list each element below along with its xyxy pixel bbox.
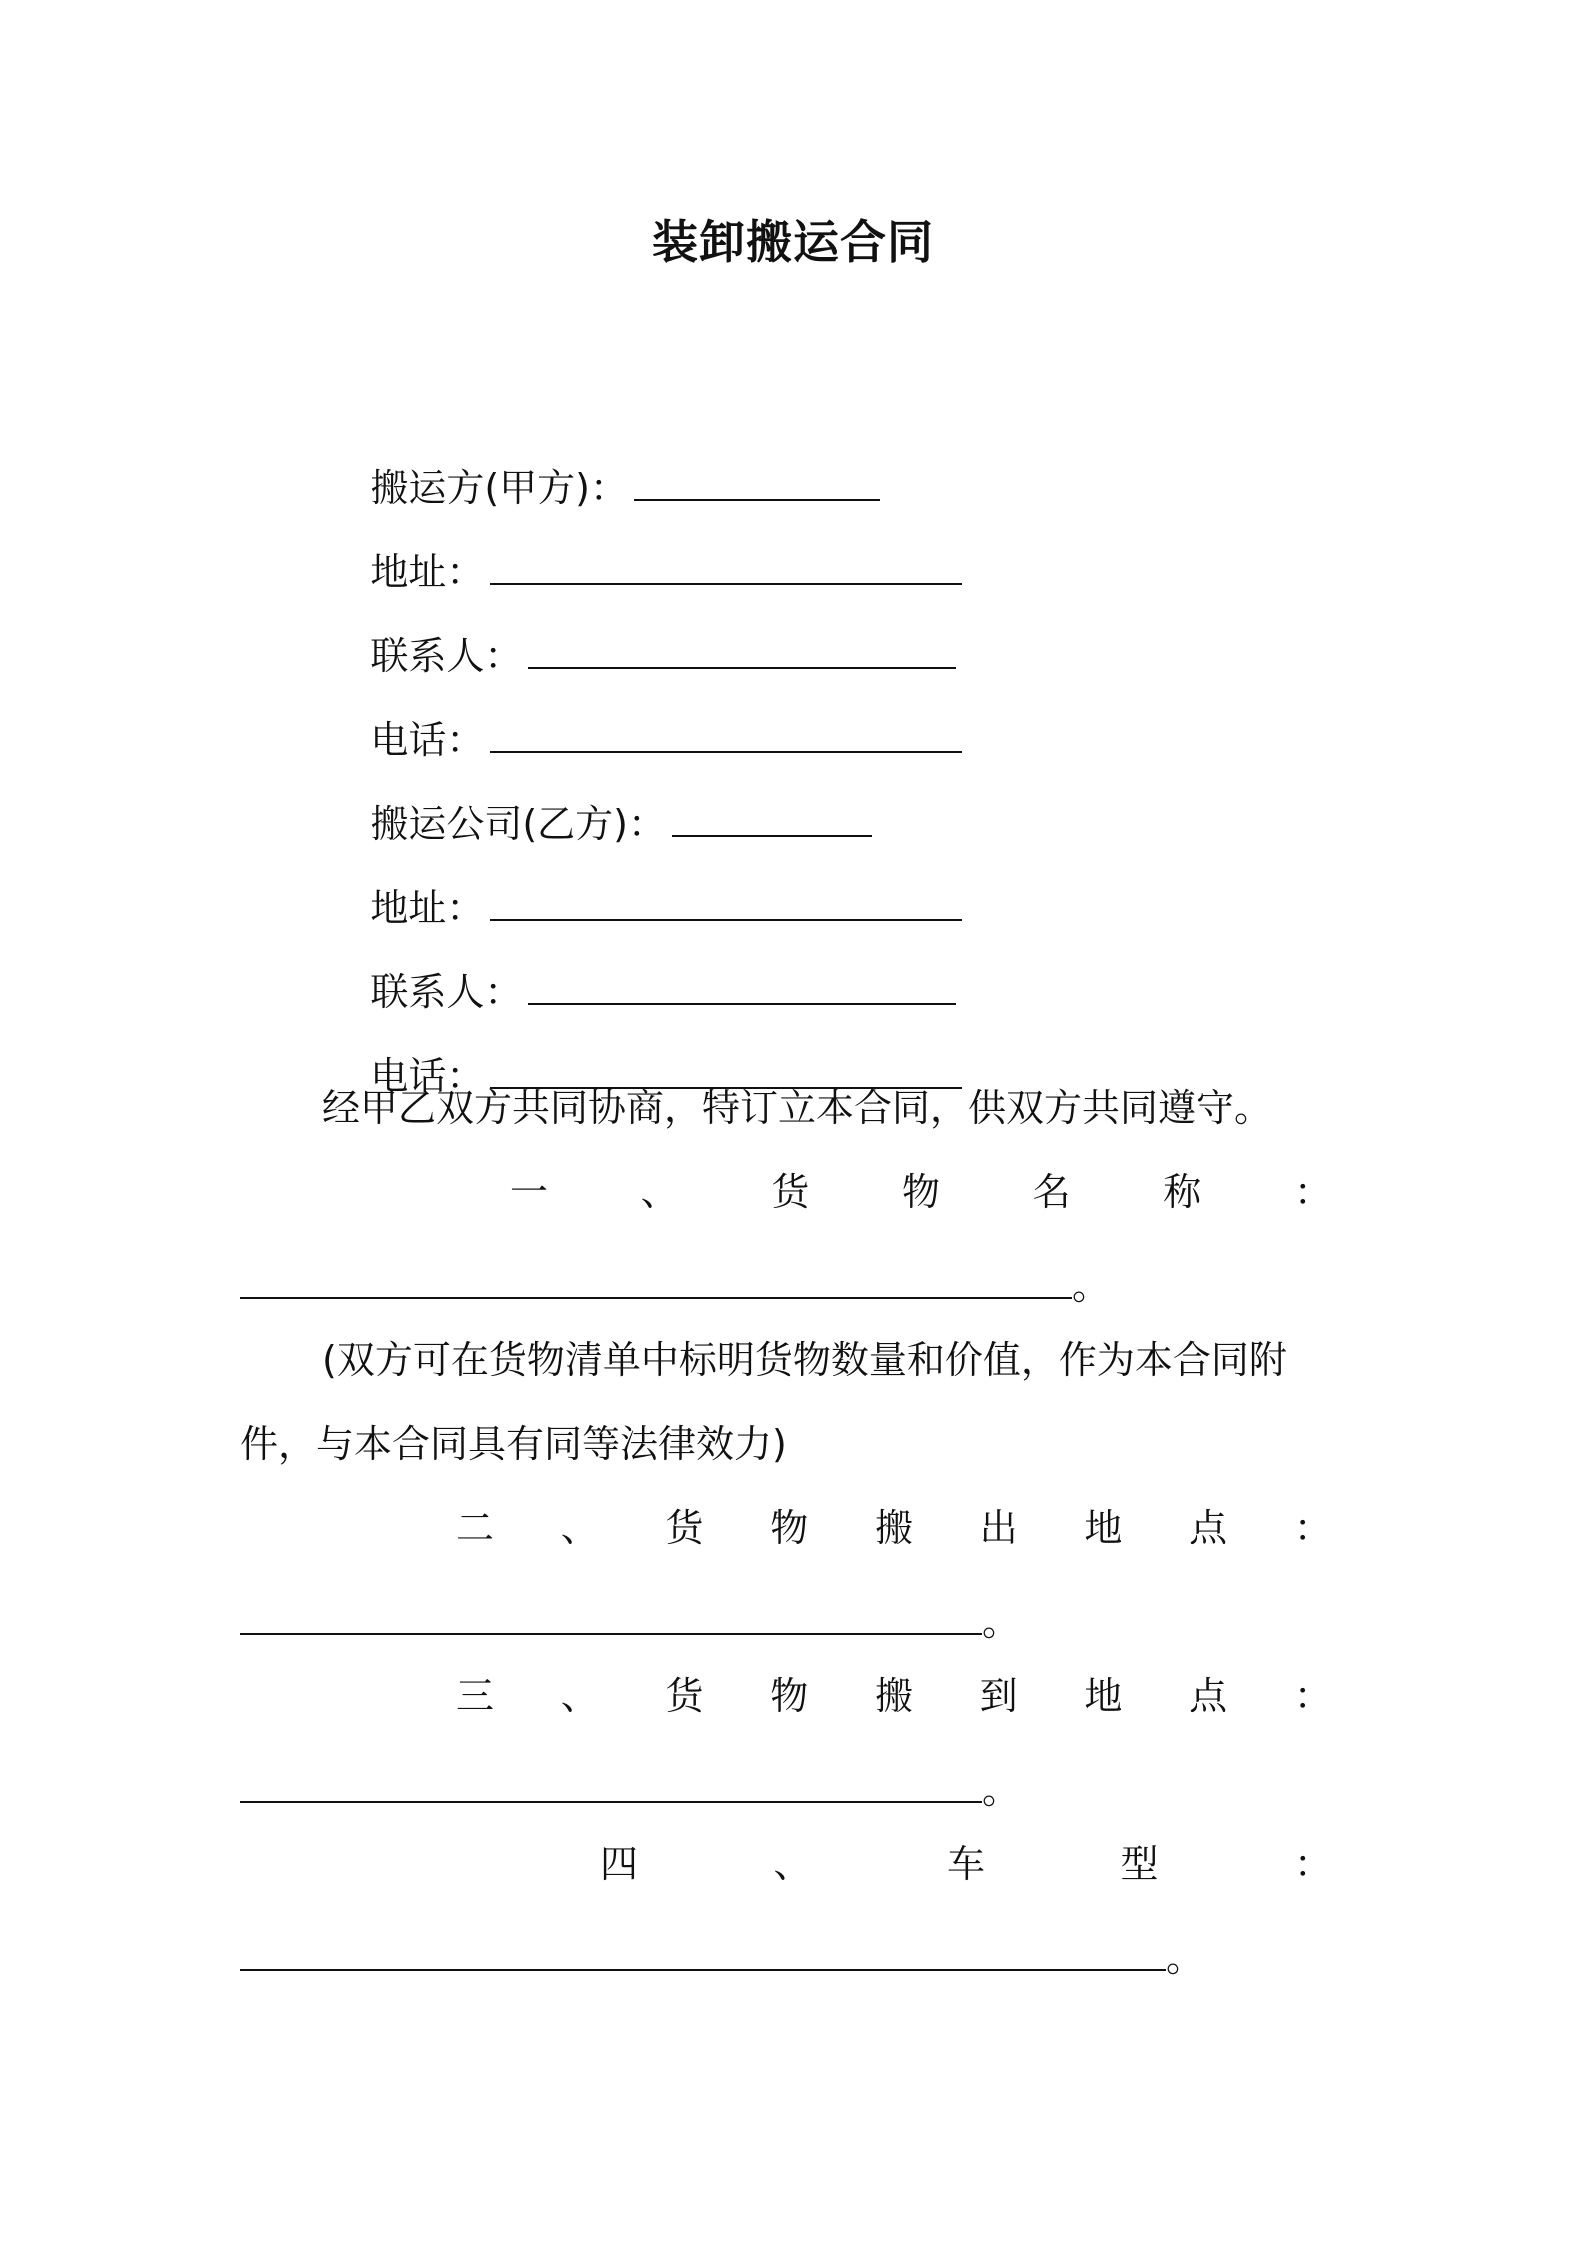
clause-3-char: 到 (979, 1674, 1018, 1718)
clause-2-char: 出 (979, 1506, 1018, 1550)
clause-3-blank[interactable] (240, 1767, 982, 1803)
clause-4-answer-row (240, 1932, 1204, 1984)
party-b-label: 搬运公司(乙方)： (370, 802, 666, 846)
clause-1-char: 称 (1163, 1170, 1202, 1214)
clause-3-char: 物 (770, 1674, 809, 1718)
clause-2-char: 、 (560, 1506, 599, 1550)
clause-4-end-mark: 。 (1166, 1936, 1205, 1980)
party-a-address-label: 地址： (370, 550, 485, 594)
clause-1-char: 物 (901, 1170, 940, 1214)
clause-4-char: 型 (1120, 1842, 1159, 1886)
clause-3-end-mark: 。 (982, 1768, 1021, 1812)
party-a-label: 搬运方(甲方)： (370, 466, 628, 510)
clause-2-heading (456, 1502, 1332, 1554)
clause-2-char: 二 (456, 1506, 495, 1550)
clause-1-end-mark: 。 (1072, 1264, 1111, 1308)
clause-3-char: 三 (456, 1674, 495, 1718)
clause-3-char: 货 (665, 1674, 704, 1718)
clause-3-char: ： (1293, 1674, 1332, 1718)
clause-4-char: 、 (773, 1842, 812, 1886)
clause-1-char: 货 (771, 1170, 810, 1214)
clause-4-heading (600, 1838, 1332, 1890)
clause-1-char: 、 (640, 1170, 679, 1214)
clause-4-char: ： (1293, 1842, 1332, 1886)
clause-2-char: 物 (770, 1506, 809, 1550)
clause-2-char: 地 (1084, 1506, 1123, 1550)
clause-2-char: 搬 (874, 1506, 913, 1550)
party-a-phone-label: 电话： (370, 718, 485, 762)
clause-1-char: ： (1293, 1170, 1332, 1214)
intro-paragraph: 经甲乙双方共同协商，特订立本合同，供双方共同遵守。 (322, 1086, 1273, 1130)
clause-1-char: 一 (510, 1170, 549, 1214)
clause-2-blank[interactable] (240, 1599, 982, 1635)
document-title: 装卸搬运合同 (652, 215, 934, 269)
party-b-phone-label: 电话： (370, 1054, 485, 1098)
clause-3-heading (456, 1670, 1332, 1722)
clause-2-char: 货 (665, 1506, 704, 1550)
note-line-2: 件，与本合同具有同等法律效力) (240, 1422, 787, 1466)
clause-3-char: 搬 (874, 1674, 913, 1718)
clause-3-char: 、 (560, 1674, 599, 1718)
clause-3-char: 点 (1189, 1674, 1228, 1718)
note-line-1: (双方可在货物清单中标明货物数量和价值，作为本合同附 (322, 1338, 1287, 1382)
clause-2-char: ： (1293, 1506, 1332, 1550)
clause-2-char: 点 (1189, 1506, 1228, 1550)
party-b-address-label: 地址： (370, 886, 485, 930)
clause-1-char: 名 (1032, 1170, 1071, 1214)
clause-3-char: 地 (1084, 1674, 1123, 1718)
party-a-contact-label: 联系人： (370, 634, 523, 678)
clause-4-char: 车 (946, 1842, 985, 1886)
clause-1-answer-row (240, 1260, 1110, 1312)
clause-1-heading (510, 1166, 1332, 1218)
party-b-contact-label: 联系人： (370, 970, 523, 1014)
clause-2-answer-row (240, 1596, 1020, 1648)
clause-4-char: 四 (600, 1842, 639, 1886)
clause-1-blank[interactable] (240, 1263, 1072, 1299)
clause-3-answer-row (240, 1764, 1020, 1816)
clause-2-end-mark: 。 (982, 1600, 1021, 1644)
clause-4-blank[interactable] (240, 1935, 1166, 1971)
